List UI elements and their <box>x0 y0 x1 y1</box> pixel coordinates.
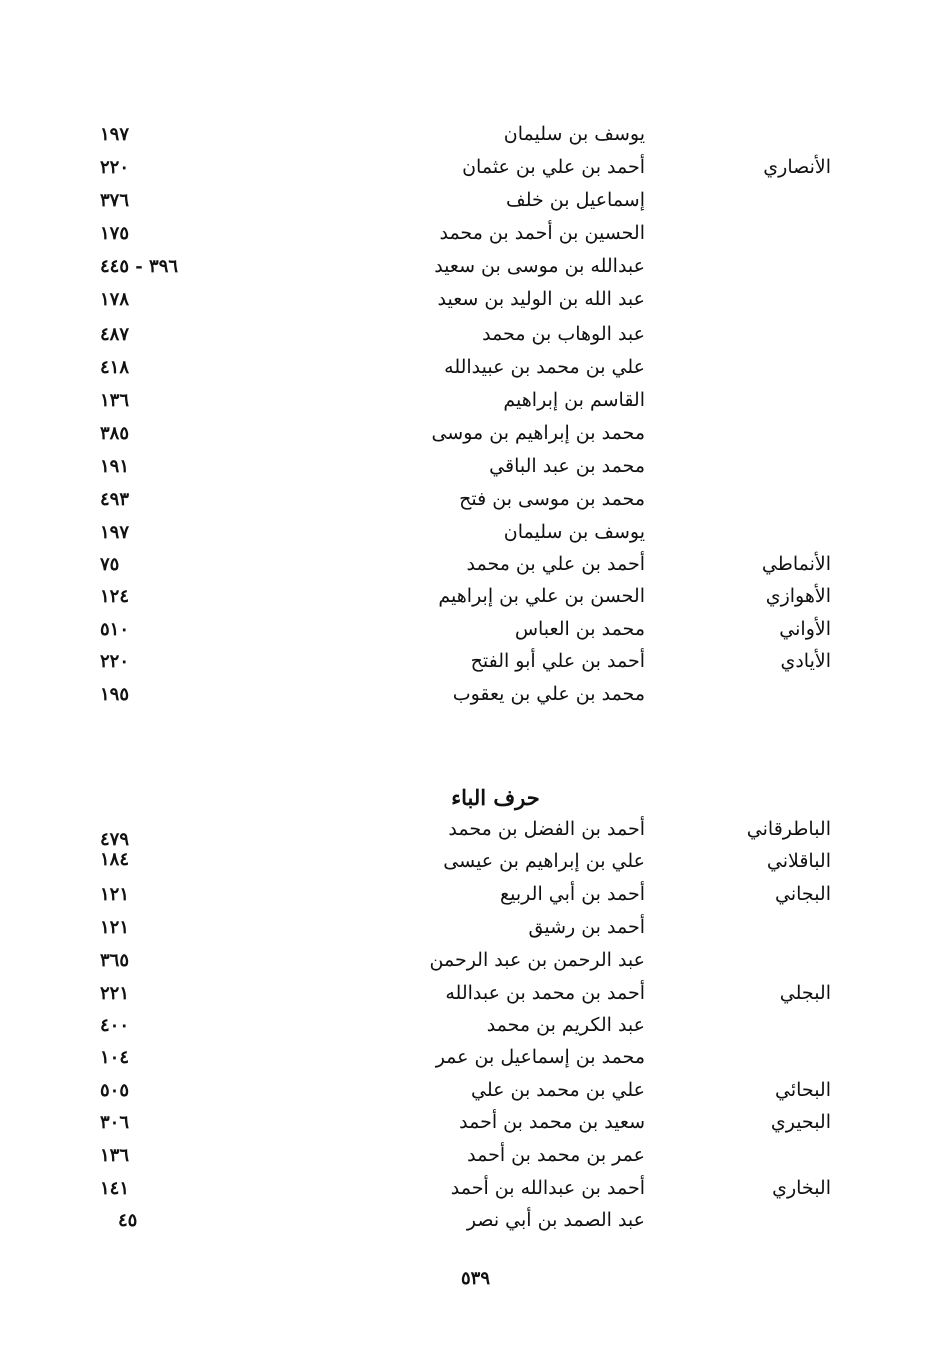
index-row <box>0 151 951 184</box>
index-row <box>0 516 951 549</box>
person-name: أحمد بن علي بن عثمان <box>462 156 645 178</box>
page-reference: ٣٠٦ <box>100 1112 130 1133</box>
page-reference: ١٢١ <box>100 917 130 938</box>
page-reference: ٤٩٣ <box>100 489 130 510</box>
person-name: القاسم بن إبراهيم <box>503 389 645 411</box>
index-row <box>0 645 951 678</box>
nisba-label: البخاري <box>772 1177 831 1199</box>
page-reference: ٤٧٩ <box>100 829 130 850</box>
nisba-label: الأنماطي <box>761 553 831 575</box>
nisba-label: الأواني <box>779 618 831 640</box>
page-reference: ٥١٠ <box>100 619 130 640</box>
nisba-label: البحائي <box>775 1079 831 1101</box>
page-reference: ١٠٤ <box>100 1047 130 1068</box>
person-name: عبد الله بن الوليد بن سعيد <box>437 288 645 310</box>
person-name: عمر بن محمد بن أحمد <box>467 1144 645 1166</box>
page-reference: ٢٢١ <box>100 983 130 1004</box>
person-name: يوسف بن سليمان <box>503 521 645 543</box>
index-row <box>0 845 951 878</box>
person-name: الحسين بن أحمد بن محمد <box>439 222 645 244</box>
page-reference: ٣٨٥ <box>100 423 130 444</box>
person-name: محمد بن إسماعيل بن عمر <box>435 1046 645 1068</box>
index-row <box>0 250 951 283</box>
index-row <box>0 548 951 581</box>
page-number: ٥٣٩ <box>460 1268 490 1289</box>
person-name: عبد الكريم بن محمد <box>486 1014 645 1036</box>
index-row <box>0 1204 951 1237</box>
person-name: أحمد بن عبدالله بن أحمد <box>450 1177 645 1199</box>
person-name: محمد بن إبراهيم بن موسى <box>431 422 645 444</box>
nisba-label: الباقلاني <box>766 850 831 872</box>
page-reference: ٤١٨ <box>100 357 130 378</box>
page-reference: ٢٢٠ <box>100 157 130 178</box>
index-row <box>0 1041 951 1074</box>
index-row <box>0 384 951 417</box>
index-row <box>0 813 951 850</box>
nisba-label: البجاني <box>775 883 831 905</box>
person-name: إسماعيل بن خلف <box>506 189 645 211</box>
page-reference: ١٩٧ <box>100 124 130 145</box>
person-name: علي بن محمد بن عبيدالله <box>444 356 645 378</box>
page-reference: ٤٥ <box>118 1210 138 1231</box>
page-reference: ١٢٤ <box>100 586 130 607</box>
section-heading <box>0 781 951 815</box>
page-reference: ٤٠٠ <box>100 1015 130 1036</box>
index-row <box>0 1172 951 1205</box>
page-reference: ١٤١ <box>100 1178 130 1199</box>
person-name: أحمد بن الفضل بن محمد <box>448 818 645 840</box>
index-row <box>0 977 951 1010</box>
index-row <box>0 678 951 711</box>
person-name: محمد بن العباس <box>514 618 645 640</box>
person-name: سعيد بن محمد بن أحمد <box>459 1111 645 1133</box>
page-reference: ١٣٦ <box>100 1145 130 1166</box>
index-row <box>0 1074 951 1107</box>
person-name: أحمد بن علي بن محمد <box>466 553 645 575</box>
index-row <box>0 580 951 613</box>
index-row <box>0 184 951 217</box>
person-name: الحسن بن علي بن إبراهيم <box>438 585 645 607</box>
index-row <box>0 1009 951 1042</box>
index-row <box>0 878 951 911</box>
index-row <box>0 217 951 250</box>
page-reference: ٣٧٦ <box>100 190 130 211</box>
index-row <box>0 283 951 316</box>
person-name: عبد الوهاب بن محمد <box>482 323 645 345</box>
index-row <box>0 911 951 944</box>
index-row <box>0 417 951 450</box>
page-reference: ١٩٥ <box>100 684 130 705</box>
nisba-label: الأهوازي <box>765 585 831 607</box>
page-reference: ٥٠٥ <box>100 1080 130 1101</box>
page-reference: ١٩٧ <box>100 522 130 543</box>
person-name: محمد بن موسى بن فتح <box>459 488 645 510</box>
nisba-label: البجلي <box>779 982 831 1004</box>
index-row <box>0 318 951 351</box>
page-reference: ١٧٨ <box>100 289 130 310</box>
section-heading-text: حرف الباء <box>451 785 540 810</box>
index-row <box>0 483 951 516</box>
person-name: علي بن محمد بن علي <box>471 1079 645 1101</box>
person-name: يوسف بن سليمان <box>503 123 645 145</box>
page-reference: ١٣٦ <box>100 390 130 411</box>
person-name: عبد الصمد بن أبي نصر <box>466 1209 645 1231</box>
person-name: عبد الرحمن بن عبد الرحمن <box>429 949 645 971</box>
person-name: أحمد بن محمد بن عبدالله <box>445 982 645 1004</box>
index-row <box>0 1139 951 1172</box>
page-reference: ١٢١ <box>100 884 130 905</box>
person-name: علي بن إبراهيم بن عيسى <box>443 850 645 872</box>
index-row <box>0 613 951 646</box>
page-reference: ٣٦٥ <box>100 950 130 971</box>
index-row <box>0 1106 951 1139</box>
person-name: أحمد بن أبي الربيع <box>500 883 645 905</box>
person-name: أحمد بن علي أبو الفتح <box>470 650 645 672</box>
index-row <box>0 450 951 483</box>
page-reference: ٧٥ <box>100 554 120 575</box>
nisba-label: الباطرقاني <box>746 818 831 840</box>
page-reference: ٣٩٦ - ٤٤٥ <box>100 256 179 277</box>
index-row <box>0 351 951 384</box>
page-reference: ١٩١ <box>100 456 130 477</box>
page-reference: ٢٢٠ <box>100 651 130 672</box>
nisba-label: الأيادي <box>780 650 831 672</box>
page-reference: ١٨٤ <box>100 849 130 870</box>
page-reference: ٤٨٧ <box>100 324 130 345</box>
person-name: محمد بن علي بن يعقوب <box>452 683 645 705</box>
person-name: عبدالله بن موسى بن سعيد <box>434 255 645 277</box>
page-reference: ١٧٥ <box>100 223 130 244</box>
nisba-label: البحيري <box>770 1111 831 1133</box>
index-row <box>0 944 951 977</box>
nisba-label: الأنصاري <box>763 156 831 178</box>
index-row <box>0 118 951 151</box>
person-name: محمد بن عبد الباقي <box>489 455 645 477</box>
person-name: أحمد بن رشيق <box>528 916 645 938</box>
